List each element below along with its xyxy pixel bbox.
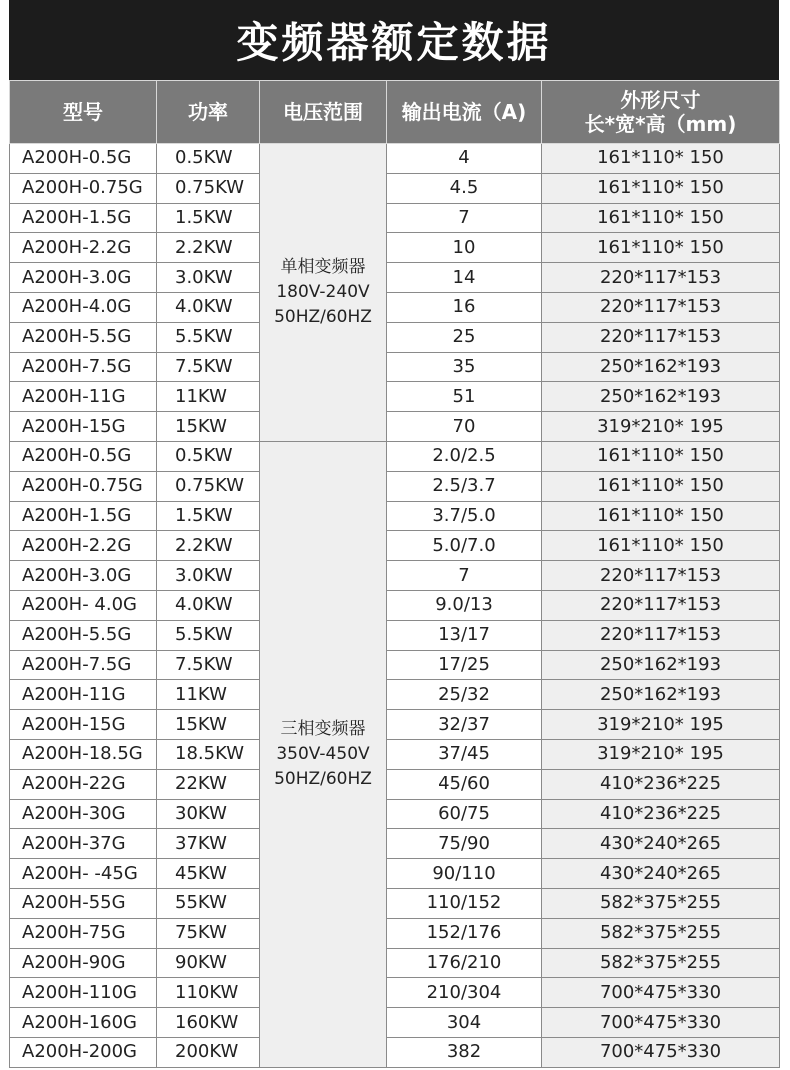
output-current-cell: 2.5/3.7	[387, 471, 542, 501]
model-cell: A200H-15G	[10, 710, 157, 740]
power-cell: 3.0KW	[157, 263, 260, 293]
model-cell: A200H-160G	[10, 1008, 157, 1038]
output-current-cell: 17/25	[387, 650, 542, 680]
power-cell: 90KW	[157, 948, 260, 978]
header-dimensions	[542, 81, 780, 144]
dimensions-cell: 161*110* 150	[542, 203, 780, 233]
header-output-current: 输出电流（A)	[387, 81, 542, 144]
output-current-cell: 14	[387, 263, 542, 293]
power-cell: 7.5KW	[157, 352, 260, 382]
power-cell: 45KW	[157, 859, 260, 889]
output-current-cell: 60/75	[387, 799, 542, 829]
table-row	[10, 144, 780, 174]
dimensions-cell: 250*162*193	[542, 650, 780, 680]
table-body	[10, 144, 780, 1068]
page-title: 变频器额定数据	[236, 18, 552, 67]
voltage-range-line: 350V-450V	[276, 743, 370, 764]
power-cell: 2.2KW	[157, 531, 260, 561]
table-row	[10, 352, 780, 382]
output-current-cell: 13/17	[387, 620, 542, 650]
output-current-cell: 51	[387, 382, 542, 412]
power-cell: 4.0KW	[157, 292, 260, 322]
output-current-cell: 4	[387, 144, 542, 174]
output-current-cell: 35	[387, 352, 542, 382]
table-row	[10, 948, 780, 978]
voltage-range-line: 单相变频器	[280, 256, 366, 277]
table-row	[10, 263, 780, 293]
model-cell: A200H-0.75G	[10, 173, 157, 203]
table-row	[10, 739, 780, 769]
model-cell: A200H-55G	[10, 888, 157, 918]
dimensions-cell: 250*162*193	[542, 352, 780, 382]
model-cell: A200H-3.0G	[10, 263, 157, 293]
model-cell: A200H- 4.0G	[10, 590, 157, 620]
table-row	[10, 203, 780, 233]
dimensions-cell: 220*117*153	[542, 292, 780, 322]
output-current-cell: 25	[387, 322, 542, 352]
table-row	[10, 799, 780, 829]
power-cell: 1.5KW	[157, 501, 260, 531]
model-cell: A200H-15G	[10, 412, 157, 442]
output-current-cell: 3.7/5.0	[387, 501, 542, 531]
header-power: 功率	[157, 81, 260, 144]
power-cell: 0.75KW	[157, 173, 260, 203]
dimensions-cell: 220*117*153	[542, 590, 780, 620]
model-cell: A200H-0.5G	[10, 441, 157, 471]
dimensions-cell: 700*475*330	[542, 1008, 780, 1038]
power-cell: 0.75KW	[157, 471, 260, 501]
model-cell: A200H-37G	[10, 829, 157, 859]
output-current-cell: 210/304	[387, 978, 542, 1008]
model-cell: A200H-90G	[10, 948, 157, 978]
table-row	[10, 531, 780, 561]
model-cell: A200H-1.5G	[10, 501, 157, 531]
dimensions-cell: 161*110* 150	[542, 501, 780, 531]
output-current-cell: 4.5	[387, 173, 542, 203]
dimensions-cell: 250*162*193	[542, 382, 780, 412]
model-cell: A200H-0.5G	[10, 144, 157, 174]
power-cell: 200KW	[157, 1037, 260, 1067]
table-row	[10, 590, 780, 620]
power-cell: 15KW	[157, 710, 260, 740]
table-row	[10, 888, 780, 918]
voltage-range-line: 50HZ/60HZ	[274, 306, 372, 327]
output-current-cell: 110/152	[387, 888, 542, 918]
output-current-cell: 152/176	[387, 918, 542, 948]
output-current-cell: 90/110	[387, 859, 542, 889]
header-voltage-range: 电压范围	[260, 81, 387, 144]
table-row	[10, 650, 780, 680]
voltage-range-line: 三相变频器	[280, 718, 366, 739]
power-cell: 2.2KW	[157, 233, 260, 263]
dimensions-cell: 161*110* 150	[542, 233, 780, 263]
model-cell: A200H-2.2G	[10, 531, 157, 561]
table-row	[10, 710, 780, 740]
dimensions-cell: 319*210* 195	[542, 739, 780, 769]
dimensions-cell: 700*475*330	[542, 978, 780, 1008]
table-row	[10, 412, 780, 442]
power-cell: 3.0KW	[157, 561, 260, 591]
dimensions-cell: 161*110* 150	[542, 173, 780, 203]
table-row	[10, 680, 780, 710]
model-cell: A200H-200G	[10, 1037, 157, 1067]
table-row	[10, 292, 780, 322]
power-cell: 22KW	[157, 769, 260, 799]
output-current-cell: 382	[387, 1037, 542, 1067]
model-cell: A200H-11G	[10, 382, 157, 412]
output-current-cell: 176/210	[387, 948, 542, 978]
output-current-cell: 37/45	[387, 739, 542, 769]
output-current-cell: 10	[387, 233, 542, 263]
header-row	[10, 81, 780, 144]
dimensions-cell: 410*236*225	[542, 769, 780, 799]
header-dimensions-line2: 长*宽*高（mm)	[584, 112, 737, 136]
output-current-cell: 70	[387, 412, 542, 442]
dimensions-cell: 430*240*265	[542, 859, 780, 889]
power-cell: 11KW	[157, 680, 260, 710]
voltage-range-line: 180V-240V	[276, 281, 370, 302]
output-current-cell: 5.0/7.0	[387, 531, 542, 561]
header-model: 型号	[10, 81, 157, 144]
output-current-cell: 32/37	[387, 710, 542, 740]
dimensions-cell: 161*110* 150	[542, 471, 780, 501]
output-current-cell: 16	[387, 292, 542, 322]
model-cell: A200H-7.5G	[10, 650, 157, 680]
model-cell: A200H-2.2G	[10, 233, 157, 263]
dimensions-cell: 220*117*153	[542, 263, 780, 293]
output-current-cell: 25/32	[387, 680, 542, 710]
model-cell: A200H-22G	[10, 769, 157, 799]
dimensions-cell: 319*210* 195	[542, 710, 780, 740]
voltage-range-cell	[260, 441, 387, 1067]
power-cell: 160KW	[157, 1008, 260, 1038]
power-cell: 0.5KW	[157, 441, 260, 471]
table-row	[10, 501, 780, 531]
table-row	[10, 978, 780, 1008]
power-cell: 5.5KW	[157, 322, 260, 352]
power-cell: 4.0KW	[157, 590, 260, 620]
power-cell: 110KW	[157, 978, 260, 1008]
output-current-cell: 9.0/13	[387, 590, 542, 620]
power-cell: 30KW	[157, 799, 260, 829]
output-current-cell: 304	[387, 1008, 542, 1038]
dimensions-cell: 220*117*153	[542, 322, 780, 352]
dimensions-cell: 700*475*330	[542, 1037, 780, 1067]
power-cell: 37KW	[157, 829, 260, 859]
table-row	[10, 829, 780, 859]
power-cell: 18.5KW	[157, 739, 260, 769]
table-row	[10, 620, 780, 650]
dimensions-cell: 582*375*255	[542, 918, 780, 948]
dimensions-cell: 161*110* 150	[542, 144, 780, 174]
table-row	[10, 859, 780, 889]
table-row	[10, 769, 780, 799]
title-bar	[9, 0, 779, 80]
dimensions-cell: 161*110* 150	[542, 531, 780, 561]
model-cell: A200H-75G	[10, 918, 157, 948]
model-cell: A200H-3.0G	[10, 561, 157, 591]
dimensions-cell: 319*210* 195	[542, 412, 780, 442]
table-row	[10, 918, 780, 948]
table-row	[10, 382, 780, 412]
dimensions-cell: 430*240*265	[542, 829, 780, 859]
dimensions-cell: 161*110* 150	[542, 441, 780, 471]
header-dimensions-line1: 外形尺寸	[620, 88, 701, 112]
voltage-range-line: 50HZ/60HZ	[274, 768, 372, 789]
output-current-cell: 7	[387, 203, 542, 233]
power-cell: 75KW	[157, 918, 260, 948]
table-row	[10, 1008, 780, 1038]
model-cell: A200H-1.5G	[10, 203, 157, 233]
dimensions-cell: 250*162*193	[542, 680, 780, 710]
power-cell: 55KW	[157, 888, 260, 918]
table-row	[10, 322, 780, 352]
dimensions-cell: 582*375*255	[542, 888, 780, 918]
output-current-cell: 45/60	[387, 769, 542, 799]
power-cell: 11KW	[157, 382, 260, 412]
model-cell: A200H-5.5G	[10, 322, 157, 352]
dimensions-cell: 582*375*255	[542, 948, 780, 978]
ratings-table	[9, 80, 780, 1068]
output-current-cell: 75/90	[387, 829, 542, 859]
table-row	[10, 441, 780, 471]
model-cell: A200H-0.75G	[10, 471, 157, 501]
power-cell: 15KW	[157, 412, 260, 442]
output-current-cell: 2.0/2.5	[387, 441, 542, 471]
dimensions-cell: 220*117*153	[542, 561, 780, 591]
dimensions-cell: 220*117*153	[542, 620, 780, 650]
model-cell: A200H-110G	[10, 978, 157, 1008]
table-row	[10, 1037, 780, 1067]
power-cell: 0.5KW	[157, 144, 260, 174]
voltage-range-cell	[260, 144, 387, 442]
table-row	[10, 233, 780, 263]
power-cell: 5.5KW	[157, 620, 260, 650]
model-cell: A200H-11G	[10, 680, 157, 710]
dimensions-cell: 410*236*225	[542, 799, 780, 829]
model-cell: A200H-30G	[10, 799, 157, 829]
table-row	[10, 561, 780, 591]
table-row	[10, 173, 780, 203]
power-cell: 1.5KW	[157, 203, 260, 233]
model-cell: A200H-4.0G	[10, 292, 157, 322]
power-cell: 7.5KW	[157, 650, 260, 680]
model-cell: A200H-5.5G	[10, 620, 157, 650]
model-cell: A200H-18.5G	[10, 739, 157, 769]
table-row	[10, 471, 780, 501]
model-cell: A200H-7.5G	[10, 352, 157, 382]
output-current-cell: 7	[387, 561, 542, 591]
model-cell: A200H- -45G	[10, 859, 157, 889]
